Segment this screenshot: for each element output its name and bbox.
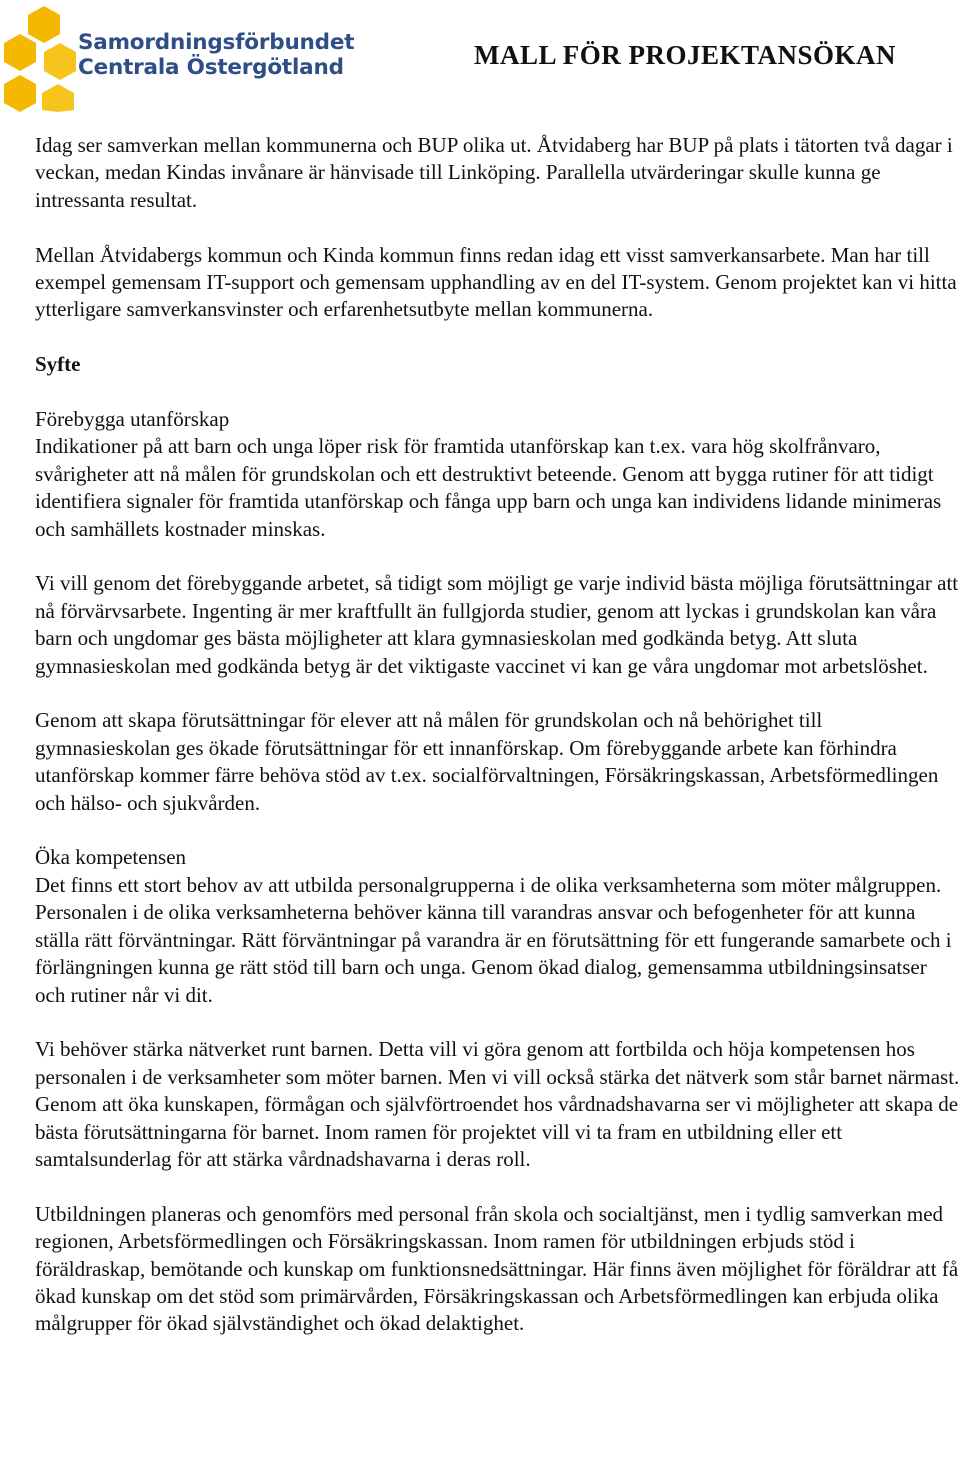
paragraph-utbildningen: Utbildningen planeras och genomförs med personal från skola och socialtjänst, men i tydlig samverkan med regionen, Arbetsförmedlingen och Försäkringskassan. Inom ramen för utbildningen erbjuds stöd i föräldraskap, bemötande och kunskap om funktionsnedsättningar. Här finns även möjlighet för föräldrar att få ökad kunskap om det stöd som primärvården, Försäkringskassan och Arbetsförmedlingen kan erbjuda olika målgrupper för ökad självständighet och ökad delaktighet. (35, 1201, 959, 1336)
org-name-line1: Samordningsförbundet (78, 30, 355, 55)
paragraph-bup-samverkan: Idag ser samverkan mellan kommunerna och BUP olika ut. Åtvidaberg har BUP på plats i tätorten två dagar i veckan, medan Kindas invånare är hänvisade till Linköping. Parallella utvärderingar skulle kunna ge intressanta resultat. (35, 133, 953, 212)
hexagon-logo-icon (2, 4, 82, 112)
section-heading-syfte: Syfte (35, 352, 81, 377)
organization-name (78, 30, 354, 80)
paragraph-utbilda-personal: Det finns ett stort behov av att utbilda personalgrupperna i de olika verksamheterna som möter målgruppen. Personalen i de olika verksamheterna behöver känna till varandras ansvar och befogenheter för att kunna ställa rätt förväntningar. Rätt förväntningar på varandra är en förutsättning för ett fungerande samarbete och i förlängningen kunna ge rätt stöd till barn och unga. Genom ökad dialog, gemensamma utbildningsinsatser och rutiner når vi dit. (35, 872, 952, 1007)
document-body (35, 132, 960, 1365)
subheading-oka-kompetensen: Öka kompetensen (35, 845, 187, 870)
paragraph-indikationer: Indikationer på att barn och unga löper risk för framtida utanförskap kan t.ex. vara hög skolfrånvaro, svårigheter att nå målen för grundskolan och ett destruktivt beteende. Genom att bygga rutiner för att tidigt identifiera signaler för framtida utanförskap och fånga upp barn och unga kan individens lidande minimeras och samhällets kostnader minskas. (35, 434, 942, 541)
subheading-forebygga-utanforskap: Förebygga utanförskap (35, 407, 230, 432)
paragraph-forutsattningar: Genom att skapa förutsättningar för elever att nå målen för grundskolan och nå behörighet till gymnasieskolan ges ökade förutsättningar för ett innanförskap. Om förebyggande arbete kan förhindra utanförskap kommer färre behöva stöd av t.ex. socialförvaltningen, Försäkringskassan, Arbetsförmedlingen och hälso- och sjukvården. (35, 708, 939, 815)
paragraph-samverkansarbete: Mellan Åtvidabergs kommun och Kinda kommun finns redan idag ett visst samverkansarbete. Man har till exempel gemensam IT-support och gemensam upphandling av en del IT-system. Genom projektet kan vi hitta ytterligare samverkansvinster och erfarenhetsutbyte mellan kommunerna. (35, 242, 957, 322)
paragraph-natverket: Vi behöver stärka nätverket runt barnen. Detta vill vi göra genom att fortbilda och höja kompetensen hos personalen i de verksamheter som möter barnen. Men vi vill också stärka det nätverk som står barnet närmast. Genom att öka kunskapen, förmågan och självförtroendet hos vårdnadshavarna ser vi möjligheter att skapa de bästa förutsättningarna för barnet. Inom ramen för projektet vill vi ta fram en utbildning eller ett samtalsunderlag för att stärka vårdnadshavarna i deras roll. (35, 1037, 960, 1171)
org-name-line2: Centrala Östergötland (78, 55, 344, 80)
paragraph-forebyggande-arbetet: Vi vill genom det förebyggande arbetet, så tidigt som möjligt ge varje individ bästa möjliga förutsättningar att nå förvärvsarbete. Ingenting är mer kraftfullt än fullgjorda studier, genom att lyckas i grundskolan kan våra barn och ungdomar ges bästa möjligheter att klara gymnasieskolan med godkända betyg. Att sluta gymnasieskolan med godkända betyg är det viktigaste vaccinet vi kan ge våra ungdomar mot arbetslöshet. (35, 571, 959, 678)
page-header (0, 0, 960, 120)
document-title: MALL FÖR PROJEKTANSÖKAN (473, 40, 896, 70)
